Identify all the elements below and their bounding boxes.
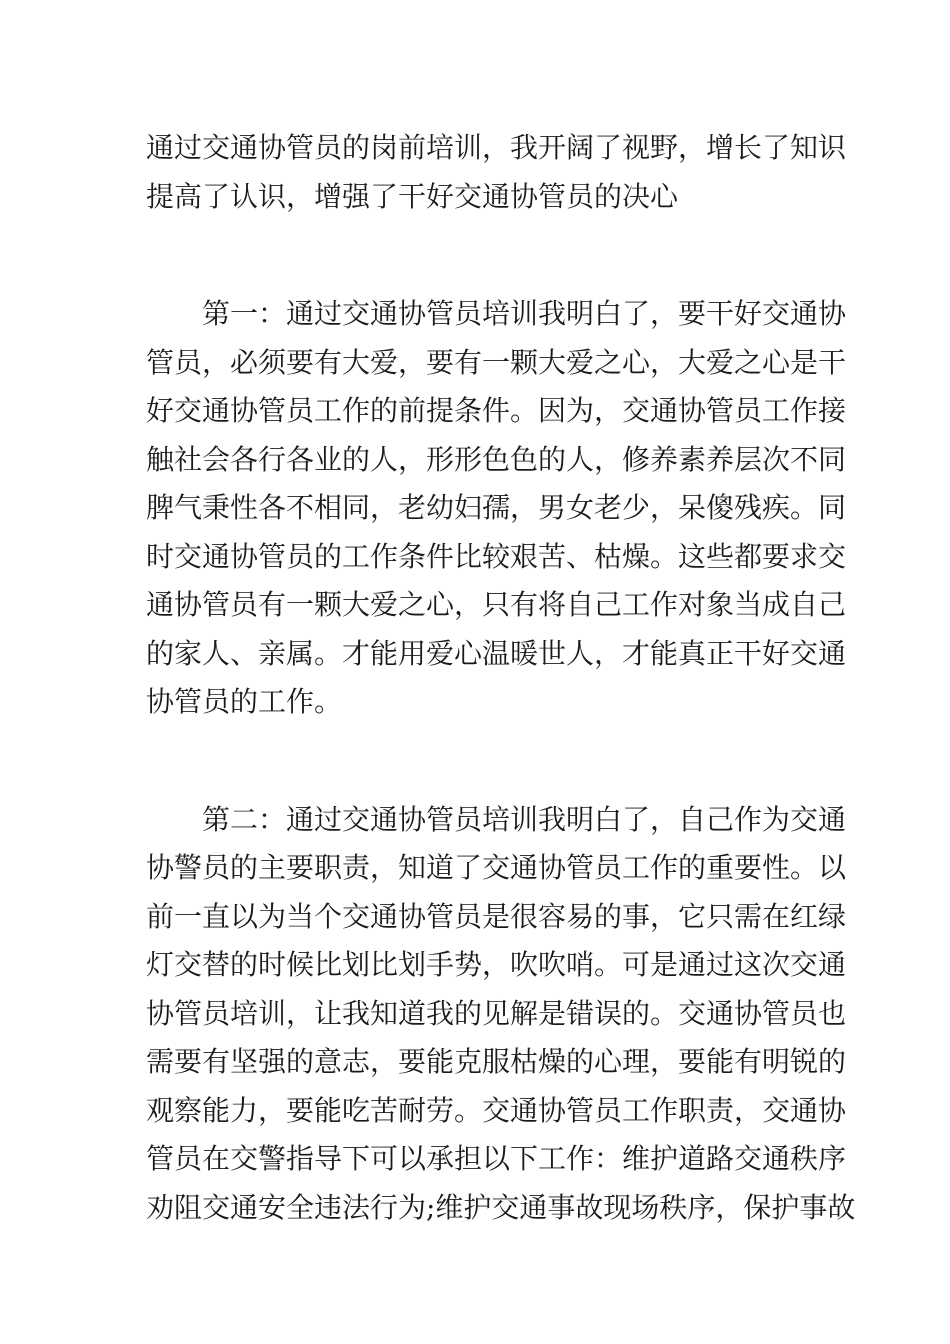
text-line: 好交通协管员工作的前提条件。因为，交通协管员工作接 [146,394,847,427]
text-line: 时交通协管员的工作条件比较艰苦、枯燥。这些都要求交 [146,539,847,573]
text-line: 需要有坚强的意志，要能克服枯燥的心理，要能有明锐的 [146,1045,847,1078]
intro-paragraph [146,124,847,221]
document-body [146,124,856,1232]
text-line: 第一：通过交通协管员培训我明白了，要干好交通协 [202,297,847,330]
text-line: 前一直以为当个交通协管员是很容易的事，它只需在红绿 [146,899,847,933]
text-line: 通协管员有一颗大爱之心，只有将自己工作对象当成自己 [146,588,847,621]
paragraph-second [146,796,856,1233]
text-line: 管员在交警指导下可以承担以下工作：维护道路交通秩序 [146,1142,847,1175]
paragraph-first [146,290,847,727]
text-line: 灯交替的时候比划比划手势，吹吹哨。可是通过这次交通 [146,948,847,981]
text-line: 协管员培训，让我知道我的见解是错误的。交通协管员也 [146,996,847,1030]
text-line: 触社会各行各业的人，形形色色的人，修养素养层次不同 [146,442,847,476]
text-line: 观察能力，要能吃苦耐劳。交通协管员工作职责，交通协 [146,1093,847,1127]
text-line: 第二：通过交通协管员培训我明白了，自己作为交通 [202,802,847,836]
text-line: 劝阻交通安全违法行为;维护交通事故现场秩序，保护事故 [146,1190,856,1224]
text-line: 提高了认识，增强了干好交通协管员的决心 [146,179,679,213]
text-line: 的家人、亲属。才能用爱心温暖世人，才能真正干好交通 [146,636,847,670]
text-line: 协警员的主要职责，知道了交通协管员工作的重要性。以 [146,851,847,884]
paragraph-spacer [146,727,816,796]
text-line: 脾气秉性各不相同，老幼妇孺，男女老少，呆傻残疾。同 [146,491,847,524]
text-line: 通过交通协管员的岗前培训，我开阔了视野，增长了知识 [146,131,847,164]
text-line: 协管员的工作。 [146,685,343,718]
text-line: 管员，必须要有大爱，要有一颗大爱之心，大爱之心是干 [146,345,847,379]
paragraph-spacer [146,221,816,290]
